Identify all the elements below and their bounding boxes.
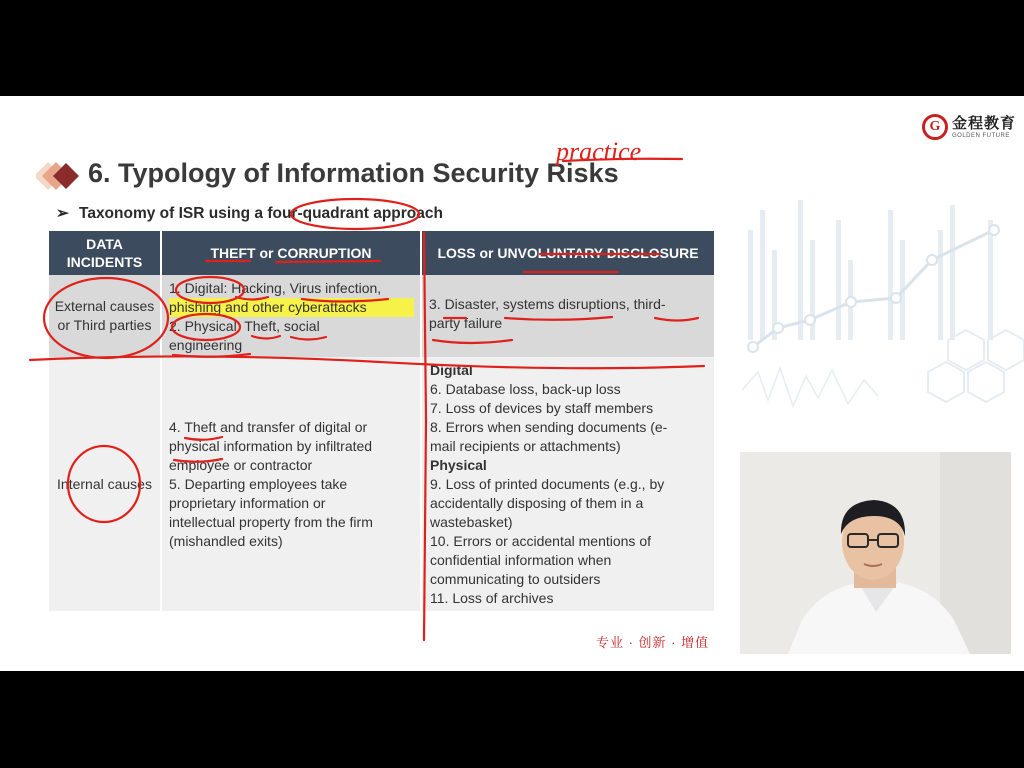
cell-line: 6. Database loss, back-up loss <box>430 381 621 397</box>
bottom-letterbox <box>0 671 1024 768</box>
cell-line: 5. Departing employees take <box>169 475 348 492</box>
section-heading-physical: Physical <box>430 457 487 473</box>
top-letterbox <box>0 0 1024 96</box>
cell-line: 8. Errors when sending documents (e- <box>430 419 668 435</box>
brand-name-en: GOLDEN FUTURE <box>952 132 1010 139</box>
cell-internal-theft <box>162 357 422 611</box>
cell-line: physical information by infiltrated <box>169 437 373 454</box>
brand-name-cn: 金程教育 <box>952 114 1017 132</box>
background-chart-decoration <box>738 110 1024 450</box>
cell-internal-loss <box>422 357 714 611</box>
cell-line: 4. Theft and transfer of digital or <box>169 418 368 435</box>
brand-slogan: 专业 · 创新 · 增值 <box>596 635 710 650</box>
cell-line: employee or contractor <box>169 456 313 473</box>
header-theft-corruption: THEFT or CORRUPTION <box>162 231 422 275</box>
header-data-incidents: DATA INCIDENTS <box>49 231 162 275</box>
cell-line: communicating to outsiders <box>430 571 601 587</box>
cell-line: 11. Loss of archives <box>430 590 554 606</box>
table-header-row <box>49 231 714 275</box>
cell-line: wastebasket) <box>430 514 513 530</box>
bullet-arrow-icon: ➢ <box>56 205 69 222</box>
slide-title: 6. Typology of Information Security Risks <box>88 158 619 188</box>
cell-line: accidentally disposing of them in a <box>430 495 644 511</box>
cell-external-loss <box>422 275 714 357</box>
cell-line: proprietary information or <box>169 494 326 511</box>
cell-line: 2. Physical: Theft, social <box>169 318 320 334</box>
cell-external-theft <box>162 275 422 357</box>
cell-line: 10. Errors or accidental mentions of <box>430 533 651 549</box>
risk-taxonomy-table <box>49 231 714 611</box>
annotation-practice: practice <box>556 137 642 166</box>
header-loss-disclosure: LOSS or UNVOLUNTARY DISCLOSURE <box>422 231 714 275</box>
cell-line: 9. Loss of printed documents (e.g., by <box>430 476 665 492</box>
brand-logo-icon: G <box>922 114 948 140</box>
subtitle-text: Taxonomy of ISR using a four-quadrant approach <box>79 205 443 222</box>
row-label-internal: Internal causes <box>49 357 162 611</box>
cell-line: confidential information when <box>430 552 612 568</box>
presenter-webcam-video <box>740 452 1011 654</box>
cell-line: (mishandled exits) <box>169 532 283 549</box>
table-row-internal <box>49 357 714 611</box>
cell-line: 7. Loss of devices by staff members <box>430 400 654 416</box>
table-row-external <box>49 275 714 357</box>
cell-line: 3. Disaster, systems disruptions, third- <box>429 296 666 312</box>
cell-line: engineering <box>169 337 243 353</box>
brand-logo <box>922 114 1016 140</box>
cell-line: intellectual property from the firm <box>169 513 373 530</box>
cell-line: party failure <box>429 315 503 331</box>
section-heading-digital: Digital <box>430 362 473 378</box>
cell-line: mail recipients or attachments) <box>430 438 621 454</box>
cell-line: 1. Digital: Hacking, Virus infection, <box>169 280 382 296</box>
row-label-external: External causes or Third parties <box>49 275 162 357</box>
presenter-figure <box>740 452 1011 654</box>
cell-line-highlighted: phishing and other cyberattacks <box>169 298 414 317</box>
title-diamonds-icon <box>36 160 82 192</box>
slide-subtitle <box>56 204 443 223</box>
